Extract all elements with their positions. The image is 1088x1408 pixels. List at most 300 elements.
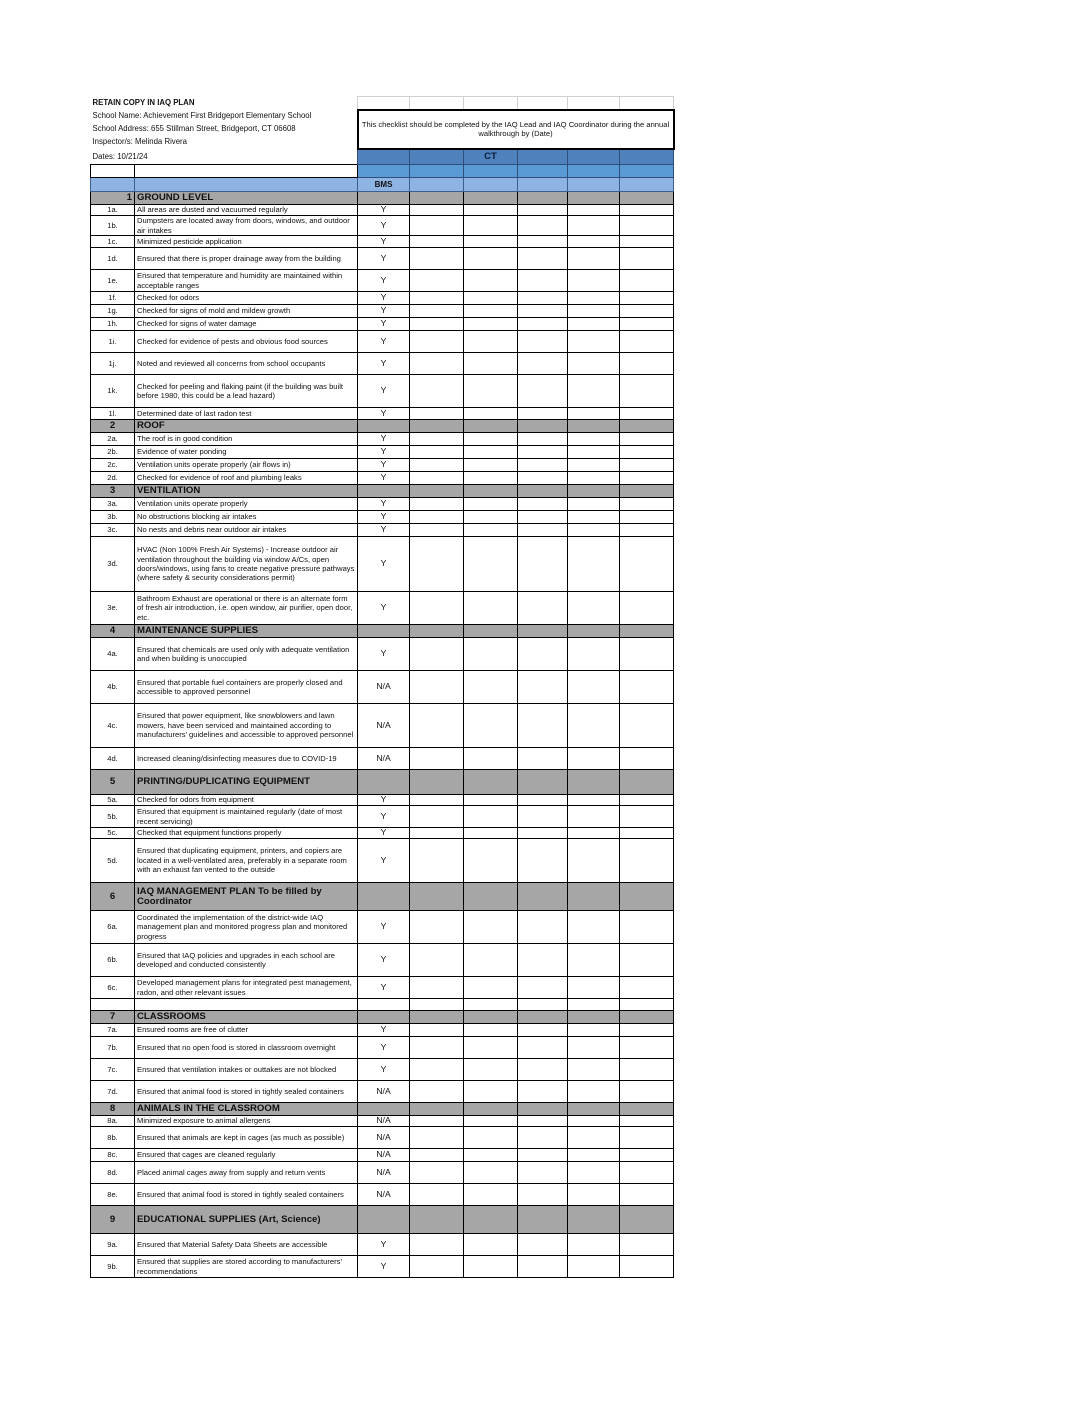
empty-check-cell[interactable] <box>620 472 674 485</box>
empty-check-cell[interactable] <box>464 944 518 977</box>
item-id: 1j. <box>91 353 135 375</box>
empty-check-cell[interactable] <box>518 408 568 420</box>
bms-status-cell[interactable]: Y <box>358 498 410 511</box>
bms-status-cell[interactable]: Y <box>358 1024 410 1037</box>
empty-check-cell[interactable] <box>620 1037 674 1059</box>
empty-check-cell[interactable] <box>568 1184 620 1206</box>
section-number: 6 <box>91 883 135 911</box>
empty-check-cell[interactable] <box>568 1234 620 1256</box>
item-description: Evidence of water ponding <box>135 446 358 459</box>
empty-check-cell[interactable] <box>518 446 568 459</box>
empty-check-cell[interactable] <box>518 472 568 485</box>
empty-check-cell[interactable] <box>568 1059 620 1081</box>
bms-status-cell[interactable]: N/A <box>358 1081 410 1103</box>
checklist-row <box>91 433 674 446</box>
empty-check-cell[interactable] <box>464 704 518 748</box>
bms-status-cell[interactable]: Y <box>358 1059 410 1081</box>
section-number: 7 <box>91 1011 135 1024</box>
empty-check-cell[interactable] <box>464 638 518 671</box>
bms-status-cell[interactable]: N/A <box>358 1149 410 1162</box>
empty-check-cell[interactable] <box>464 1116 518 1127</box>
empty-check-cell[interactable] <box>620 205 674 216</box>
empty-check-cell[interactable] <box>464 248 518 270</box>
empty-check-cell[interactable] <box>568 795 620 806</box>
bms-status-cell[interactable]: Y <box>358 205 410 216</box>
empty-check-cell[interactable] <box>518 944 568 977</box>
bms-status-cell[interactable]: N/A <box>358 1116 410 1127</box>
empty-check-cell[interactable] <box>464 671 518 704</box>
empty-check-cell[interactable] <box>518 1127 568 1149</box>
item-description: All areas are dusted and vacuumed regularly <box>135 205 358 216</box>
bms-status-cell[interactable]: N/A <box>358 1162 410 1184</box>
section-header-row <box>91 1206 674 1234</box>
empty-check-cell[interactable] <box>620 524 674 537</box>
empty-check-cell[interactable] <box>620 511 674 524</box>
bms-status-cell[interactable]: Y <box>358 446 410 459</box>
bms-status-cell[interactable]: Y <box>358 911 410 944</box>
empty-check-cell[interactable] <box>620 331 674 353</box>
empty-check-cell[interactable] <box>518 205 568 216</box>
bms-status-cell[interactable]: Y <box>358 216 410 236</box>
checklist-row <box>91 216 674 236</box>
empty-check-cell[interactable] <box>464 305 518 318</box>
empty-check-cell[interactable] <box>620 1059 674 1081</box>
empty-check-cell[interactable] <box>464 375 518 408</box>
empty-check-cell[interactable] <box>464 1059 518 1081</box>
empty-check-cell[interactable] <box>410 498 464 511</box>
empty-check-cell[interactable] <box>518 270 568 292</box>
item-id: 8a. <box>91 1116 135 1127</box>
empty-check-cell[interactable] <box>568 511 620 524</box>
empty-check-cell[interactable] <box>410 292 464 305</box>
empty-check-cell[interactable] <box>518 806 568 828</box>
empty-check-cell[interactable] <box>464 748 518 770</box>
bms-status-cell[interactable]: Y <box>358 537 410 592</box>
empty-check-cell[interactable] <box>620 446 674 459</box>
empty-check-cell[interactable] <box>620 977 674 999</box>
empty-check-cell[interactable] <box>620 1081 674 1103</box>
empty-check-cell[interactable] <box>518 1059 568 1081</box>
empty-check-cell[interactable] <box>518 433 568 446</box>
empty-check-cell[interactable] <box>568 1256 620 1278</box>
bms-status-cell[interactable]: Y <box>358 828 410 839</box>
empty-check-cell[interactable] <box>464 1024 518 1037</box>
bms-status-cell[interactable]: Y <box>358 511 410 524</box>
empty-check-cell[interactable] <box>410 911 464 944</box>
empty-check-cell[interactable] <box>464 1256 518 1278</box>
empty-check-cell[interactable] <box>568 828 620 839</box>
empty-check-cell[interactable] <box>568 748 620 770</box>
empty-check-cell[interactable] <box>568 524 620 537</box>
empty-check-cell[interactable] <box>410 248 464 270</box>
empty-check-cell[interactable] <box>518 795 568 806</box>
checklist-row <box>91 1234 674 1256</box>
empty-check-cell[interactable] <box>620 1184 674 1206</box>
section-number: 1 <box>91 192 135 205</box>
empty-check-cell[interactable] <box>410 1162 464 1184</box>
empty-check-cell[interactable] <box>464 1037 518 1059</box>
empty-check-cell[interactable] <box>410 524 464 537</box>
empty-check-cell[interactable] <box>568 375 620 408</box>
empty-check-cell[interactable] <box>410 433 464 446</box>
empty-check-cell[interactable] <box>410 318 464 331</box>
empty-check-cell[interactable] <box>410 459 464 472</box>
empty-check-cell[interactable] <box>464 537 518 592</box>
empty-check-cell[interactable] <box>620 1234 674 1256</box>
empty-check-cell[interactable] <box>518 216 568 236</box>
bms-status-cell[interactable]: Y <box>358 270 410 292</box>
empty-check-cell[interactable] <box>620 638 674 671</box>
empty-check-cell[interactable] <box>518 1149 568 1162</box>
empty-check-cell[interactable] <box>568 1081 620 1103</box>
empty-check-cell[interactable] <box>518 1081 568 1103</box>
empty-check-cell[interactable] <box>620 498 674 511</box>
empty-check-cell[interactable] <box>410 638 464 671</box>
checklist-row <box>91 375 674 408</box>
empty-check-cell[interactable] <box>518 1184 568 1206</box>
bms-status-cell[interactable]: Y <box>358 638 410 671</box>
bms-status-cell[interactable]: Y <box>358 839 410 883</box>
empty-check-cell[interactable] <box>518 828 568 839</box>
checklist-row <box>91 537 674 592</box>
bms-status-cell[interactable]: Y <box>358 236 410 248</box>
item-id: 8e. <box>91 1184 135 1206</box>
empty-check-cell[interactable] <box>518 638 568 671</box>
item-id: 8c. <box>91 1149 135 1162</box>
empty-check-cell[interactable] <box>464 446 518 459</box>
empty-check-cell[interactable] <box>410 704 464 748</box>
bms-status-cell[interactable]: Y <box>358 1234 410 1256</box>
empty-check-cell[interactable] <box>518 1162 568 1184</box>
empty-check-cell[interactable] <box>464 977 518 999</box>
empty-check-cell[interactable] <box>620 1116 674 1127</box>
bms-status-cell[interactable]: N/A <box>358 704 410 748</box>
empty-check-cell[interactable] <box>410 216 464 236</box>
item-id: 6c. <box>91 977 135 999</box>
empty-check-cell[interactable] <box>620 1256 674 1278</box>
bms-status-cell[interactable]: Y <box>358 375 410 408</box>
empty-check-cell[interactable] <box>410 944 464 977</box>
empty-check-cell[interactable] <box>568 1037 620 1059</box>
item-description: Ensured that ventilation intakes or outtakes are not blocked <box>135 1059 358 1081</box>
empty-check-cell[interactable] <box>568 592 620 625</box>
bms-status-cell[interactable]: Y <box>358 1256 410 1278</box>
empty-check-cell[interactable] <box>568 1116 620 1127</box>
empty-check-cell[interactable] <box>620 806 674 828</box>
empty-check-cell[interactable] <box>518 318 568 331</box>
checklist-row <box>91 977 674 999</box>
checklist-row <box>91 511 674 524</box>
empty-check-cell[interactable] <box>464 524 518 537</box>
empty-check-cell[interactable] <box>568 944 620 977</box>
empty-check-cell[interactable] <box>410 472 464 485</box>
empty-check-cell[interactable] <box>568 236 620 248</box>
empty-check-cell[interactable] <box>518 1024 568 1037</box>
item-id: 7b. <box>91 1037 135 1059</box>
empty-check-cell[interactable] <box>464 216 518 236</box>
empty-check-cell[interactable] <box>568 305 620 318</box>
bms-status-cell[interactable]: N/A <box>358 748 410 770</box>
empty-check-cell[interactable] <box>518 704 568 748</box>
bms-status-cell[interactable]: Y <box>358 248 410 270</box>
column-header-bms: BMS <box>358 178 410 192</box>
empty-check-cell[interactable] <box>464 1127 518 1149</box>
empty-check-cell[interactable] <box>464 318 518 331</box>
empty-check-cell[interactable] <box>410 1037 464 1059</box>
checklist-row <box>91 408 674 420</box>
empty-check-cell[interactable] <box>464 433 518 446</box>
bms-status-cell[interactable]: N/A <box>358 671 410 704</box>
empty-check-cell[interactable] <box>568 318 620 331</box>
empty-check-cell[interactable] <box>568 353 620 375</box>
empty-check-cell[interactable] <box>410 408 464 420</box>
empty-check-cell[interactable] <box>620 216 674 236</box>
empty-check-cell[interactable] <box>410 537 464 592</box>
empty-check-cell[interactable] <box>568 839 620 883</box>
empty-check-cell[interactable] <box>464 1149 518 1162</box>
school-address: School Address: 655 Stillman Street, Bridgeport, CT 06608 <box>92 124 296 134</box>
item-id: 3b. <box>91 511 135 524</box>
empty-check-cell[interactable] <box>518 748 568 770</box>
bms-status-cell[interactable]: Y <box>358 524 410 537</box>
bms-status-cell[interactable]: Y <box>358 944 410 977</box>
item-description: Increased cleaning/disinfecting measures due to COVID-19 <box>135 748 358 770</box>
empty-check-cell[interactable] <box>568 205 620 216</box>
empty-check-cell[interactable] <box>518 511 568 524</box>
bms-status-cell[interactable]: Y <box>358 353 410 375</box>
empty-check-cell[interactable] <box>568 638 620 671</box>
empty-check-cell[interactable] <box>518 459 568 472</box>
empty-check-cell[interactable] <box>464 806 518 828</box>
empty-check-cell[interactable] <box>464 1184 518 1206</box>
empty-check-cell[interactable] <box>620 671 674 704</box>
empty-check-cell[interactable] <box>410 1059 464 1081</box>
bms-status-cell[interactable]: N/A <box>358 1127 410 1149</box>
empty-check-cell[interactable] <box>518 305 568 318</box>
empty-check-cell[interactable] <box>568 537 620 592</box>
empty-check-cell[interactable] <box>410 1081 464 1103</box>
empty-check-cell[interactable] <box>568 446 620 459</box>
empty-check-cell[interactable] <box>518 839 568 883</box>
empty-check-cell[interactable] <box>410 331 464 353</box>
empty-check-cell[interactable] <box>620 537 674 592</box>
empty-check-cell[interactable] <box>518 1116 568 1127</box>
empty-check-cell[interactable] <box>410 828 464 839</box>
empty-check-cell[interactable] <box>464 408 518 420</box>
empty-check-cell[interactable] <box>518 537 568 592</box>
empty-check-cell[interactable] <box>518 498 568 511</box>
empty-check-cell[interactable] <box>568 472 620 485</box>
checklist-row <box>91 592 674 625</box>
empty-check-cell[interactable] <box>518 1234 568 1256</box>
empty-check-cell[interactable] <box>464 1162 518 1184</box>
empty-check-cell[interactable] <box>464 911 518 944</box>
empty-check-cell[interactable] <box>410 270 464 292</box>
bms-status-cell[interactable]: Y <box>358 305 410 318</box>
empty-check-cell[interactable] <box>464 472 518 485</box>
bms-status-cell[interactable]: Y <box>358 472 410 485</box>
item-id: 2c. <box>91 459 135 472</box>
empty-check-cell[interactable] <box>568 1127 620 1149</box>
item-id: 5d. <box>91 839 135 883</box>
empty-check-cell[interactable] <box>410 977 464 999</box>
empty-check-cell[interactable] <box>410 1234 464 1256</box>
empty-check-cell[interactable] <box>620 248 674 270</box>
empty-check-cell[interactable] <box>620 828 674 839</box>
checklist-row <box>91 205 674 216</box>
item-id: 1d. <box>91 248 135 270</box>
empty-check-cell[interactable] <box>410 205 464 216</box>
bms-status-cell[interactable]: Y <box>358 433 410 446</box>
section-header-row <box>91 770 674 795</box>
section-number: 3 <box>91 485 135 498</box>
empty-check-cell[interactable] <box>620 433 674 446</box>
empty-check-cell[interactable] <box>518 236 568 248</box>
empty-check-cell[interactable] <box>620 408 674 420</box>
empty-check-cell[interactable] <box>464 353 518 375</box>
empty-check-cell[interactable] <box>464 292 518 305</box>
bms-status-cell[interactable]: Y <box>358 1037 410 1059</box>
empty-check-cell[interactable] <box>464 511 518 524</box>
empty-check-cell[interactable] <box>410 839 464 883</box>
empty-check-cell[interactable] <box>410 236 464 248</box>
empty-check-cell[interactable] <box>410 671 464 704</box>
empty-check-cell[interactable] <box>620 1162 674 1184</box>
empty-check-cell[interactable] <box>410 1184 464 1206</box>
empty-check-cell[interactable] <box>464 236 518 248</box>
empty-check-cell[interactable] <box>410 1116 464 1127</box>
empty-check-cell[interactable] <box>410 1024 464 1037</box>
empty-check-cell[interactable] <box>518 248 568 270</box>
empty-check-cell[interactable] <box>620 592 674 625</box>
empty-check-cell[interactable] <box>620 911 674 944</box>
empty-check-cell[interactable] <box>464 498 518 511</box>
empty-check-cell[interactable] <box>518 671 568 704</box>
section-title: PRINTING/DUPLICATING EQUIPMENT <box>135 770 358 795</box>
empty-check-cell[interactable] <box>464 205 518 216</box>
empty-check-cell[interactable] <box>410 592 464 625</box>
empty-check-cell[interactable] <box>464 1234 518 1256</box>
empty-check-cell[interactable] <box>568 911 620 944</box>
empty-check-cell[interactable] <box>620 236 674 248</box>
empty-check-cell[interactable] <box>410 1127 464 1149</box>
empty-check-cell[interactable] <box>410 446 464 459</box>
empty-check-cell[interactable] <box>410 806 464 828</box>
empty-check-cell[interactable] <box>568 1162 620 1184</box>
checklist-row <box>91 911 674 944</box>
empty-check-cell[interactable] <box>518 977 568 999</box>
item-id: 1h. <box>91 318 135 331</box>
empty-check-cell[interactable] <box>568 270 620 292</box>
empty-check-cell[interactable] <box>464 592 518 625</box>
empty-check-cell[interactable] <box>518 292 568 305</box>
empty-check-cell[interactable] <box>620 292 674 305</box>
empty-check-cell[interactable] <box>620 270 674 292</box>
empty-check-cell[interactable] <box>568 1024 620 1037</box>
empty-check-cell[interactable] <box>464 839 518 883</box>
empty-check-cell[interactable] <box>620 353 674 375</box>
empty-check-cell[interactable] <box>410 1256 464 1278</box>
bms-status-cell[interactable]: N/A <box>358 1184 410 1206</box>
empty-check-cell[interactable] <box>568 498 620 511</box>
empty-check-cell[interactable] <box>518 331 568 353</box>
bms-status-cell[interactable]: Y <box>358 459 410 472</box>
empty-check-cell[interactable] <box>464 331 518 353</box>
empty-check-cell[interactable] <box>518 524 568 537</box>
empty-check-cell[interactable] <box>410 375 464 408</box>
empty-check-cell[interactable] <box>518 592 568 625</box>
empty-check-cell[interactable] <box>518 1037 568 1059</box>
empty-check-cell[interactable] <box>568 408 620 420</box>
empty-check-cell[interactable] <box>464 828 518 839</box>
empty-check-cell[interactable] <box>464 795 518 806</box>
empty-check-cell[interactable] <box>568 704 620 748</box>
bms-status-cell[interactable]: Y <box>358 331 410 353</box>
empty-check-cell[interactable] <box>410 353 464 375</box>
empty-check-cell[interactable] <box>620 944 674 977</box>
empty-check-cell[interactable] <box>620 375 674 408</box>
empty-check-cell[interactable] <box>620 1149 674 1162</box>
empty-check-cell[interactable] <box>518 353 568 375</box>
item-description: Ventilation units operate properly (air flows in) <box>135 459 358 472</box>
empty-check-cell[interactable] <box>568 806 620 828</box>
empty-check-cell[interactable] <box>620 305 674 318</box>
section-title: CLASSROOMS <box>135 1011 358 1024</box>
empty-check-cell[interactable] <box>568 1149 620 1162</box>
bms-status-cell[interactable]: Y <box>358 977 410 999</box>
empty-check-cell[interactable] <box>410 511 464 524</box>
item-id: 9a. <box>91 1234 135 1256</box>
bms-status-cell[interactable]: Y <box>358 318 410 331</box>
empty-check-cell[interactable] <box>620 795 674 806</box>
bms-status-cell[interactable]: Y <box>358 806 410 828</box>
empty-check-cell[interactable] <box>620 1127 674 1149</box>
empty-check-cell[interactable] <box>410 1149 464 1162</box>
empty-check-cell[interactable] <box>568 248 620 270</box>
bms-status-cell[interactable]: Y <box>358 408 410 420</box>
bms-status-cell[interactable]: Y <box>358 292 410 305</box>
empty-check-cell[interactable] <box>568 292 620 305</box>
empty-check-cell[interactable] <box>518 1256 568 1278</box>
empty-check-cell[interactable] <box>464 459 518 472</box>
bms-status-cell[interactable]: Y <box>358 592 410 625</box>
bms-status-cell[interactable]: Y <box>358 795 410 806</box>
empty-check-cell[interactable] <box>620 1024 674 1037</box>
empty-check-cell[interactable] <box>568 216 620 236</box>
empty-check-cell[interactable] <box>568 331 620 353</box>
empty-check-cell[interactable] <box>410 795 464 806</box>
item-id: 6a. <box>91 911 135 944</box>
empty-check-cell[interactable] <box>410 748 464 770</box>
empty-check-cell[interactable] <box>518 375 568 408</box>
empty-check-cell[interactable] <box>620 748 674 770</box>
empty-check-cell[interactable] <box>620 318 674 331</box>
empty-check-cell[interactable] <box>518 911 568 944</box>
checklist-row <box>91 1162 674 1184</box>
empty-check-cell[interactable] <box>568 459 620 472</box>
empty-check-cell[interactable] <box>620 839 674 883</box>
empty-check-cell[interactable] <box>568 977 620 999</box>
empty-check-cell[interactable] <box>568 671 620 704</box>
empty-check-cell[interactable] <box>620 704 674 748</box>
item-description: Ensured that duplicating equipment, printers, and copiers are located in a well-ventilated area, preferably in a separate room with an exhaust fan vented to the outside <box>135 839 358 883</box>
empty-check-cell[interactable] <box>464 1081 518 1103</box>
empty-check-cell[interactable] <box>464 270 518 292</box>
empty-check-cell[interactable] <box>620 459 674 472</box>
empty-check-cell[interactable] <box>568 433 620 446</box>
item-id: 5b. <box>91 806 135 828</box>
empty-check-cell[interactable] <box>410 305 464 318</box>
